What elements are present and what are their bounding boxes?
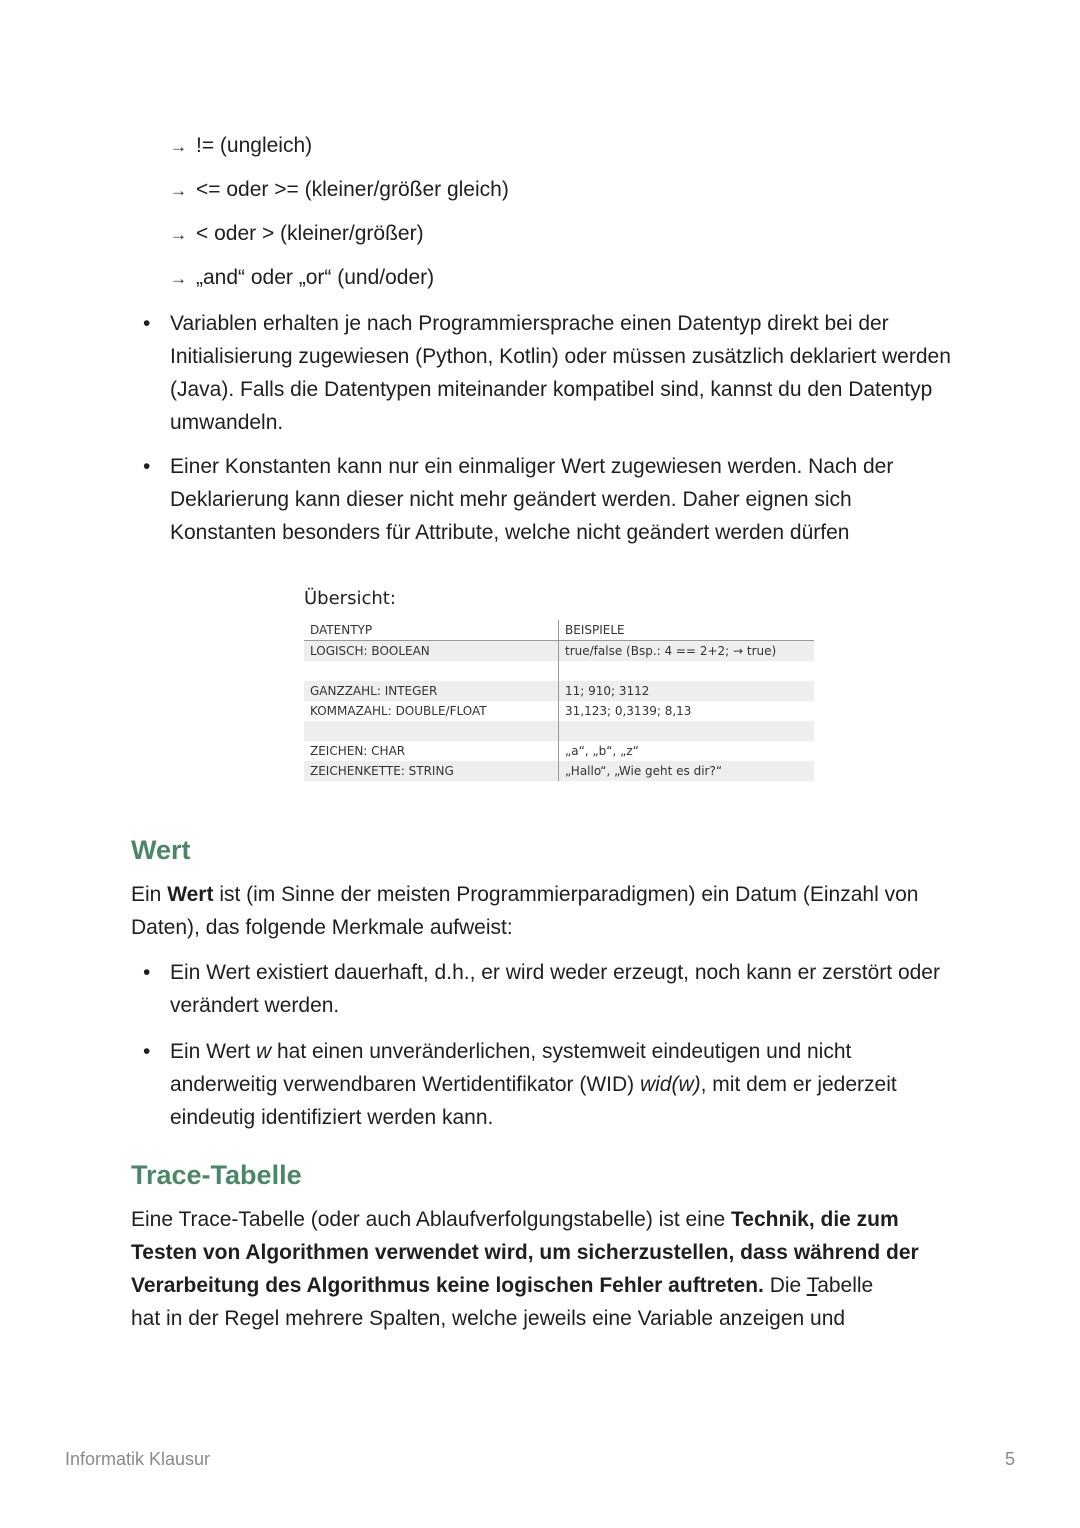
table-cell (304, 661, 559, 681)
italic-term: w (255, 1040, 272, 1063)
text-span: abelle (817, 1274, 874, 1297)
table-cell: LOGISCH: BOOLEAN (304, 641, 559, 662)
arrow-icon: → (170, 269, 187, 288)
page-number: 5 (1004, 1449, 1015, 1469)
list-item (143, 956, 960, 1022)
section-heading-wert: Wert (131, 835, 191, 865)
bullet-icon: • (143, 312, 151, 335)
table-cell (559, 721, 815, 741)
table-row (304, 761, 814, 781)
underlined-letter: T (806, 1274, 818, 1297)
text-span: Ein Wert (170, 1040, 256, 1063)
bullet-text: Variablen erhalten je nach Programmiersprache einen Datentyp direkt bei der Initialisierung zugewiesen (Python, Kotlin) oder müssen zusätzlich deklariert werden (Java). Falls die Datentypen miteinander kompatibel sind, kannst du den Datentyp umwandeln. (170, 312, 951, 434)
operator-text: <= oder >= (kleiner/größer gleich) (196, 178, 509, 201)
bullet-text (170, 1035, 960, 1134)
footer-title: Informatik Klausur (65, 1449, 211, 1469)
list-item (143, 307, 960, 439)
table-cell: true/false (Bsp.: 4 == 2+2; → true) (559, 641, 815, 662)
section-heading-trace: Trace-Tabelle (131, 1160, 302, 1190)
table-row (304, 721, 814, 741)
text-span: hat einen unveränderlichen, systemweit eindeutigen und nicht anderweitig verwendbaren Wertidentifikator (WID) (170, 1040, 852, 1096)
text-span: , mit dem er jederzeit eindeutig identifiziert werden kann. (170, 1073, 897, 1129)
bold-term: Technik, die zum Testen von Algorithmen verwendet wird, um sicherzustellen, dass während der Verarbeitung des Algorithmus keine logischen Fehler auftreten. (131, 1208, 919, 1297)
arrow-icon: → (170, 225, 187, 244)
operator-line (170, 220, 424, 249)
bullet-icon: • (143, 455, 151, 478)
table-header-cell: BEISPIELE (559, 620, 815, 641)
trace-paragraph (131, 1203, 961, 1302)
table-header-cell: DATENTYP (304, 620, 559, 641)
text-span: Ein (131, 883, 168, 906)
table-cell: „a“, „b“, „z“ (565, 744, 639, 758)
table-row (304, 661, 814, 681)
table-cell: KOMMAZAHL: DOUBLE/FLOAT (304, 701, 559, 721)
wert-intro (131, 878, 961, 944)
table-cell: ZEICHEN: CHAR (304, 741, 559, 761)
table-row (304, 641, 814, 662)
table-cell: „Hallo“, „Wie geht es dir?“ (559, 761, 815, 781)
bullet-text: Ein Wert existiert dauerhaft, d.h., er wird weder erzeugt, noch kann er zerstört oder verändert werden. (170, 961, 940, 1017)
arrow-icon: → (170, 181, 187, 200)
table-row (304, 701, 814, 721)
list-item (143, 1035, 960, 1134)
table-row (304, 741, 814, 761)
operator-text: < oder > (kleiner/größer) (196, 222, 424, 245)
trace-paragraph-line2: hat in der Regel mehrere Spalten, welche jeweils eine Variable anzeigen und (131, 1307, 846, 1330)
table-cell: 11; 910; 3112 (559, 681, 815, 701)
list-item (143, 450, 960, 549)
arrow-icon: → (170, 137, 187, 156)
operator-line (170, 132, 312, 161)
operator-text: != (ungleich) (196, 134, 313, 157)
bold-term: Wert (167, 883, 214, 906)
bullet-text: Einer Konstanten kann nur ein einmaliger Wert zugewiesen werden. Nach der Deklarierung kann dieser nicht mehr geändert werden. Daher eignen sich Konstanten besonders für Attribute, welche nicht geändert werden dürfen (170, 455, 894, 544)
text-span: ist (im Sinne der meisten Programmierparadigmen) ein Datum (Einzahl von Daten), das folgende Merkmale aufweist: (131, 883, 919, 939)
table-row (304, 681, 814, 701)
table-cell: ZEICHENKETTE: STRING (304, 761, 559, 781)
overview-title: Übersicht: (304, 588, 396, 609)
italic-term: wid(w) (639, 1073, 701, 1096)
operator-text: „and“ oder „or“ (und/oder) (196, 266, 435, 289)
operator-line (170, 264, 434, 293)
operator-line (170, 176, 509, 205)
table-cell (304, 721, 559, 741)
bullet-icon: • (143, 961, 151, 984)
bullet-icon: • (143, 1040, 151, 1063)
table-header-row (304, 620, 814, 641)
table-cell (559, 661, 815, 681)
overview-table (304, 620, 814, 781)
text-span: Die (763, 1274, 807, 1297)
text-span: Eine Trace-Tabelle (oder auch Ablaufverfolgungstabelle) ist eine (131, 1208, 732, 1231)
table-cell: 31,123; 0,3139; 8,13 (565, 704, 692, 718)
table-cell: GANZZAHL: INTEGER (304, 681, 559, 701)
